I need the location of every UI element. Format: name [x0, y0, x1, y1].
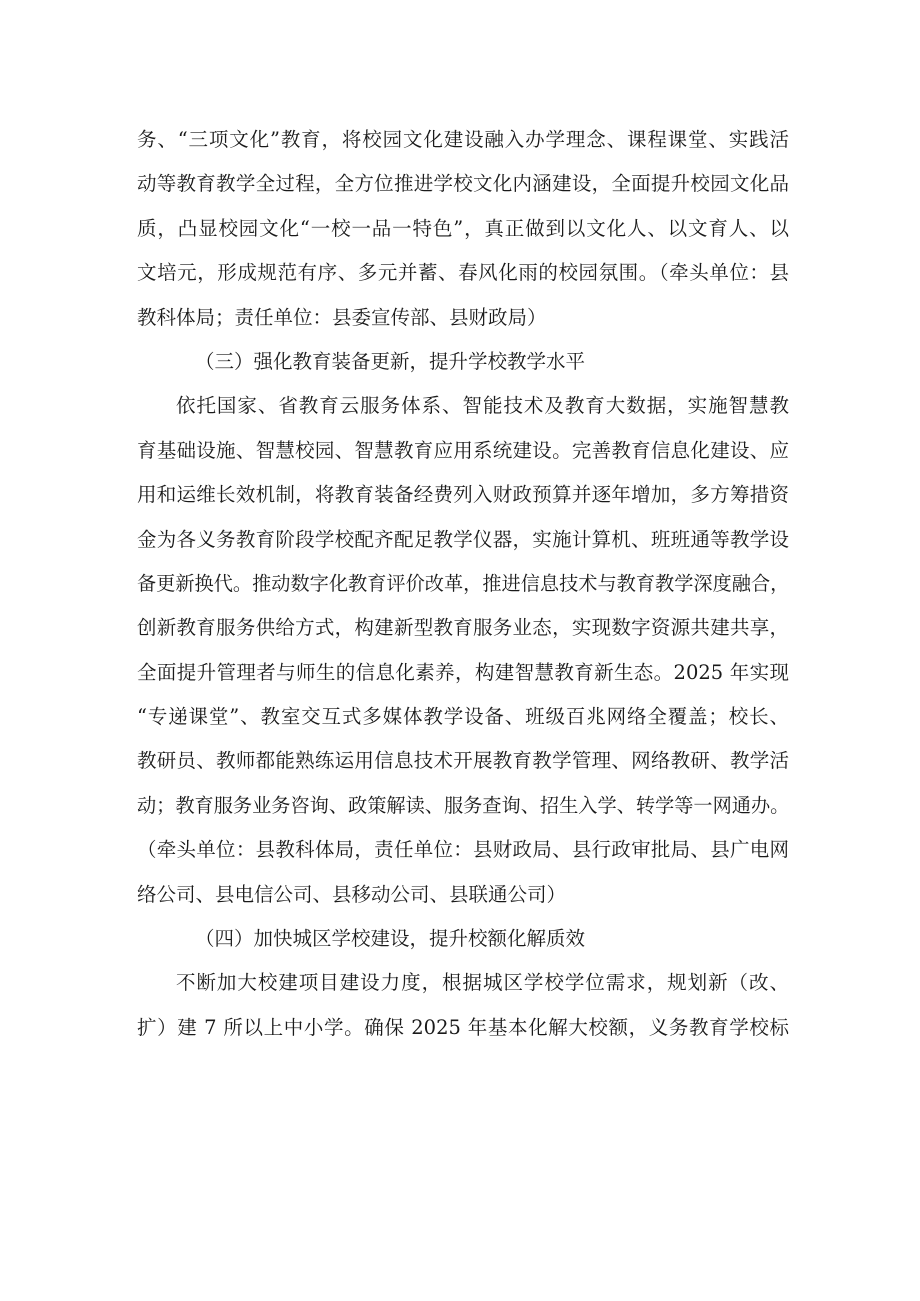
document-body: [137, 118, 789, 1050]
text-line: 扩）建 7 所以上中小学。确保 2025 年基本化解大校额，义务教育学校标: [137, 1015, 789, 1039]
text-line: 教研员、教师都能熟练运用信息技术开展教育教学管理、网络教研、教学活: [137, 749, 789, 773]
text-line: 育基础设施、智慧校园、智慧教育应用系统建设。完善教育信息化建设、应: [137, 438, 789, 462]
text-line: “专递课堂”、教室交互式多媒体教学设备、班级百兆网络全覆盖；校长、: [137, 705, 789, 729]
text-line: 用和运维长效机制，将教育装备经费列入财政预算并逐年增加，多方筹措资: [137, 483, 789, 507]
text-line: 络公司、县电信公司、县移动公司、县联通公司）: [137, 882, 567, 906]
text-line: 文培元，形成规范有序、多元并蓄、春风化雨的校园氛围。（牵头单位：县: [137, 261, 789, 285]
text-line: （牵头单位：县教科体局，责任单位：县财政局、县行政审批局、县广电网: [137, 838, 789, 862]
text-line: 质，凸显校园文化“一校一品一特色”，真正做到以文化人、以文育人、以: [137, 216, 789, 240]
section-heading: （三）强化教育装备更新，提升学校教学水平: [195, 349, 586, 373]
text-line: 备更新换代。推动数字化教育评价改革，推进信息技术与教育教学深度融合，: [137, 571, 790, 595]
text-line: 教科体局；责任单位：县委宣传部、县财政局）: [137, 305, 547, 329]
text-line: 动等教育教学全过程，全方位推进学校文化内涵建设，全面提升校园文化品: [137, 172, 789, 196]
paragraph-section-3: [137, 384, 789, 917]
text-line: 动；教育服务业务咨询、政策解读、服务查询、招生入学、转学等一网通办。: [137, 793, 790, 817]
text-line: 金为各义务教育阶段学校配齐配足教学仪器，实施计算机、班班通等教学设: [137, 527, 789, 551]
paragraph-section-4: [137, 961, 789, 1050]
text-line: 务、“三项文化”教育，将校园文化建设融入办学理念、课程课堂、实践活: [137, 128, 789, 151]
text-line: 依托国家、省教育云服务体系、智能技术及教育大数据，实施智慧教: [176, 394, 789, 418]
paragraph-continued: [137, 118, 789, 340]
section-heading: （四）加快城区学校建设，提升校额化解质效: [195, 927, 586, 951]
text-line: 创新教育服务供给方式，构建新型教育服务业态，实现数字资源共建共享，: [137, 616, 789, 640]
text-line: 不断加大校建项目建设力度，根据城区学校学位需求，规划新（改、: [176, 971, 789, 995]
text-line: 全面提升管理者与师生的信息化素养，构建智慧教育新生态。2025 年实现: [137, 660, 789, 684]
